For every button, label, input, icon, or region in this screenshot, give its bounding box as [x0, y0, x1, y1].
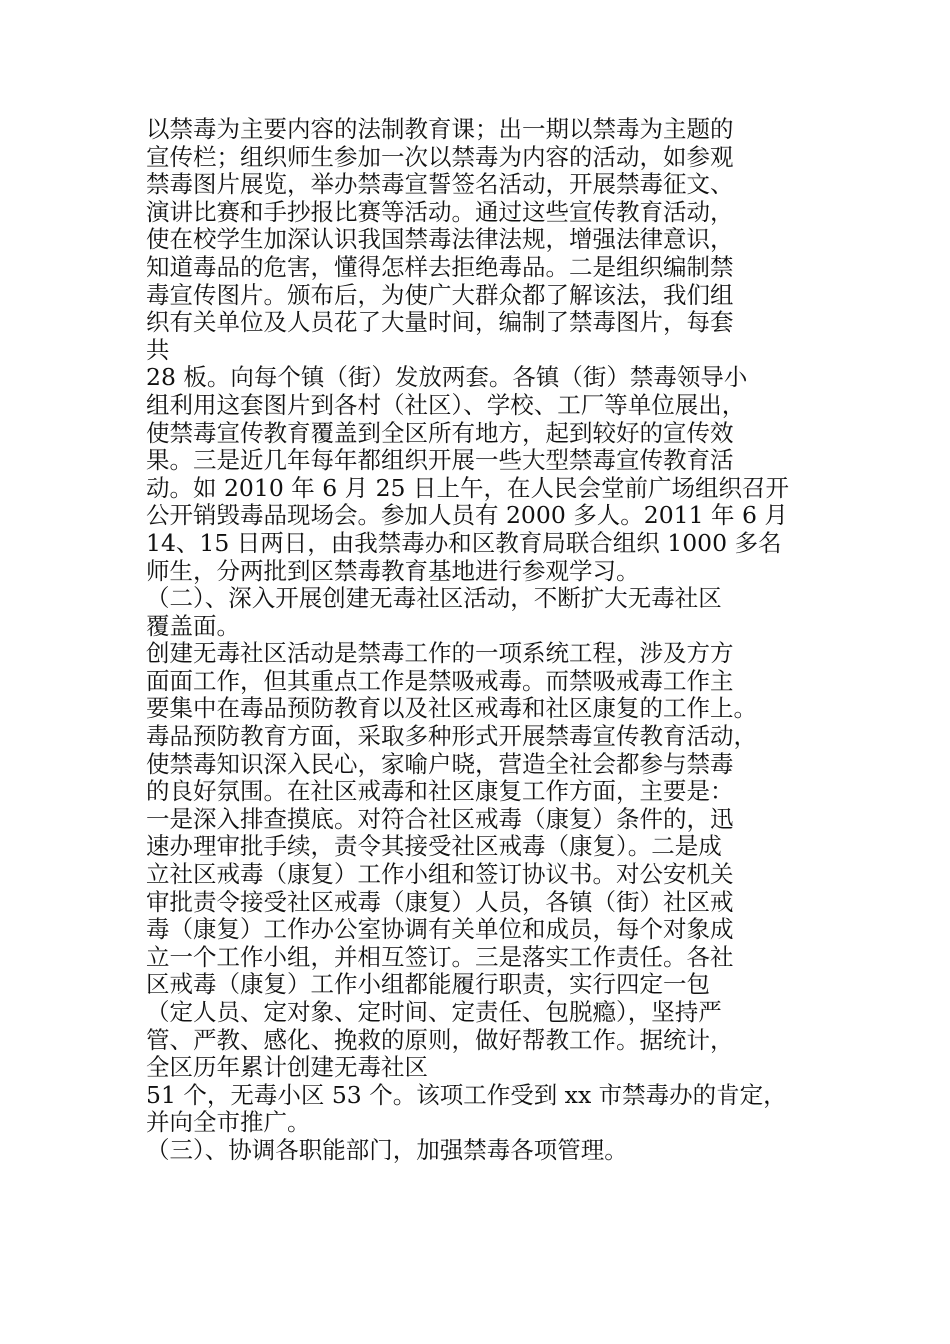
text-line: 速办理审批手续，责令其接受社区戒毒（康复）。二是成: [146, 832, 722, 861]
text-line: 审批责令接受社区戒毒（康复）人员，各镇（街）社区戒: [146, 887, 734, 916]
text-line: 果。三是近几年每年都组织开展一些大型禁毒宣传教育活: [146, 446, 734, 475]
text-line: 毒宣传图片。颁布后，为使广大群众都了解该法，我们组: [146, 280, 734, 309]
text-line: 使在校学生加深认识我国禁毒法律法规，增强法律意识，: [146, 225, 734, 254]
text-line: 的良好氛围。在社区戒毒和社区康复工作方面，主要是：: [146, 777, 734, 806]
section-heading: （二）、深入开展创建无毒社区活动，不断扩大无毒社区: [146, 584, 722, 613]
text-line: 以禁毒为主要内容的法制教育课；出一期以禁毒为主题的: [146, 115, 734, 143]
text-line: 毒品预防教育方面，采取多种形式开展禁毒宣传教育活动，: [146, 722, 757, 751]
text-line: 织有关单位及人员花了大量时间，编制了禁毒图片，每套: [146, 308, 734, 337]
text-line: 禁毒图片展览，举办禁毒宣誓签名活动，开展禁毒征文、: [146, 170, 734, 199]
text-line: 演讲比赛和手抄报比赛等活动。通过这些宣传教育活动，: [146, 197, 734, 226]
text-line: 51 个，无毒小区 53 个。该项工作受到 xx 市禁毒办的肯定，: [146, 1080, 787, 1109]
text-line: 28 板。向每个镇（街）发放两套。各镇（街）禁毒领导小: [146, 363, 748, 392]
text-line: 面面工作，但其重点工作是禁吸戒毒。而禁吸戒毒工作主: [146, 666, 734, 695]
text-line: 公开销毁毒品现场会。参加人员有 2000 多人。2011 年 6 月: [146, 501, 788, 530]
document-body: [146, 116, 806, 1165]
text-line: 一是深入排查摸底。对符合社区戒毒（康复）条件的，迅: [146, 804, 734, 833]
text-line: 立社区戒毒（康复）工作小组和签订协议书。对公安机关: [146, 860, 734, 889]
text-line: 并向全市推广。: [146, 1108, 311, 1137]
text-line: 共: [146, 335, 170, 364]
section-heading: （三）、协调各职能部门，加强禁毒各项管理。: [146, 1135, 628, 1164]
text-line: 宣传栏；组织师生参加一次以禁毒为内容的活动，如参观: [146, 142, 734, 171]
text-line: 14、15 日两日，由我禁毒办和区教育局联合组织 1000 多名: [146, 528, 782, 557]
text-line: 立一个工作小组，并相互签订。三是落实工作责任。各社: [146, 942, 734, 971]
text-line: 组利用这套图片到各村（社区）、学校、工厂等单位展出，: [146, 390, 746, 419]
text-line: 创建无毒社区活动是禁毒工作的一项系统工程，涉及方方: [146, 639, 734, 668]
text-line: 区戒毒（康复）工作小组都能履行职责，实行四定一包: [146, 970, 710, 999]
text-line: 动。如 2010 年 6 月 25 日上午，在人民会堂前广场组织召开: [146, 473, 789, 502]
section-heading: 覆盖面。: [146, 611, 240, 640]
text-line: 使禁毒宣传教育覆盖到全区所有地方，起到较好的宣传效: [146, 418, 734, 447]
text-line: 要集中在毒品预防教育以及社区戒毒和社区康复的工作上。: [146, 694, 757, 723]
text-line: （定人员、定对象、定时间、定责任、包脱瘾），坚持严: [146, 998, 722, 1026]
text-line: 全区历年累计创建无毒社区: [146, 1053, 428, 1082]
text-line: 知道毒品的危害，懂得怎样去拒绝毒品。二是组织编制禁: [146, 252, 734, 281]
text-line: 管、严教、感化、挽救的原则，做好帮教工作。据统计，: [146, 1025, 734, 1054]
text-line: 使禁毒知识深入民心，家喻户晓，营造全社会都参与禁毒: [146, 749, 734, 778]
text-line: 师生，分两批到区禁毒教育基地进行参观学习。: [146, 556, 640, 585]
text-line: 毒（康复）工作办公室协调有关单位和成员，每个对象成: [146, 915, 734, 944]
